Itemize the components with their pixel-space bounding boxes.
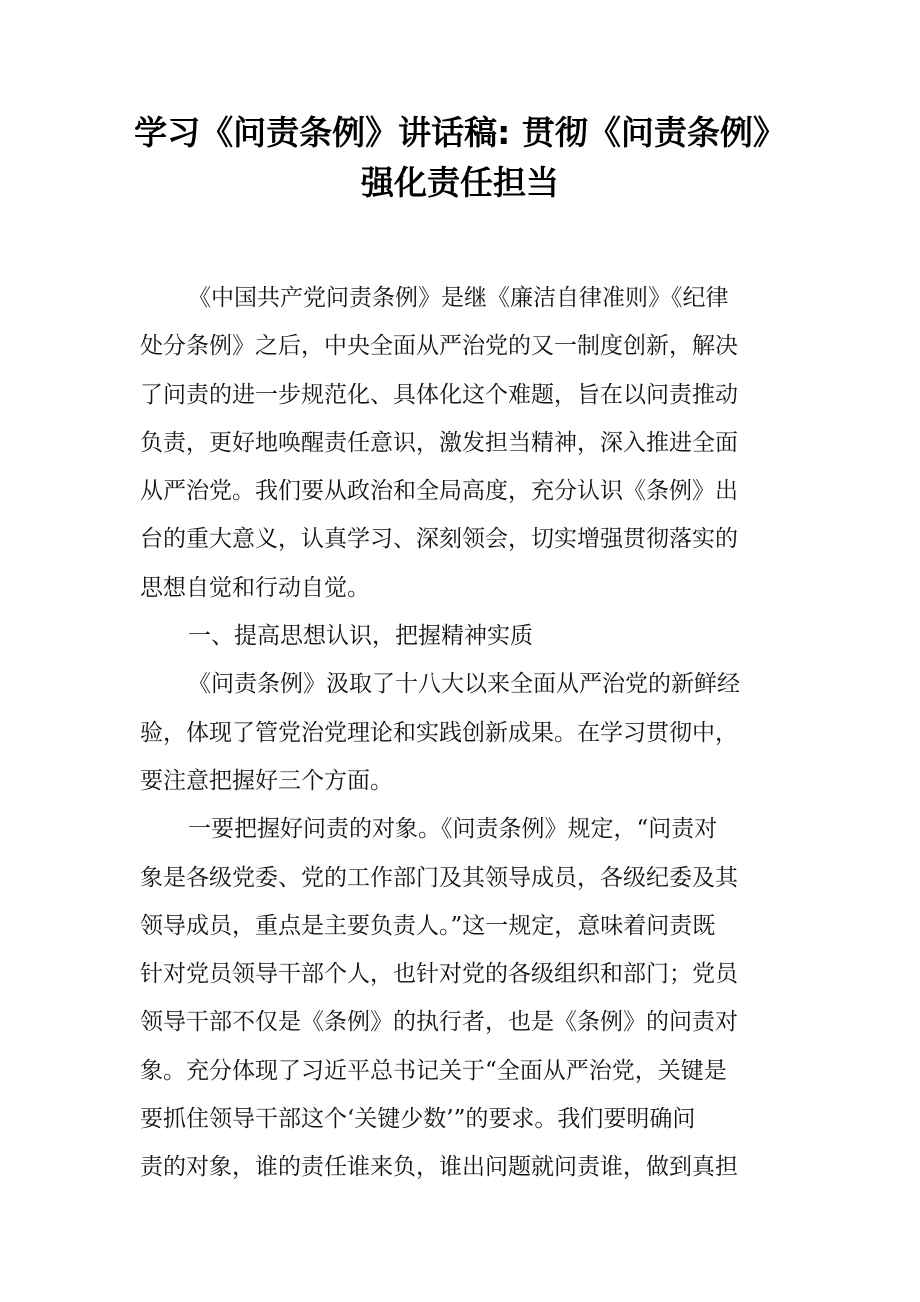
- body-line: 台的重大意义，认真学习、深刻领会，切实增强贯彻落实的: [140, 526, 738, 553]
- body-line: 象是各级党委、党的工作部门及其领导成员，各级纪委及其: [140, 864, 738, 891]
- body-line: 一要把握好问责的对象。《问责条例》规定，“问责对: [188, 816, 718, 843]
- body-line: 象。充分体现了习近平总书记关于“全面从严治党，关键是: [140, 1057, 727, 1084]
- body-line: 责的对象，谁的责任谁来负，谁出问题就问责谁，做到真担: [140, 1154, 738, 1181]
- body-line: 处分条例》之后，中央全面从严治党的又一制度创新，解决: [140, 333, 738, 360]
- title-line-2: 强化责任担当: [361, 163, 559, 202]
- body-line: 思想自觉和行动自觉。: [140, 574, 370, 601]
- body-line: 验，体现了管党治党理论和实践创新成果。在学习贯彻中，: [140, 719, 738, 746]
- body-line: 从严治党。我们要从政治和全局高度，充分认识《条例》出: [140, 478, 738, 505]
- body-line: 《中国共产党问责条例》是继《廉洁自律准则》《纪律: [188, 285, 729, 311]
- body-line: 领导成员，重点是主要负责人。”这一规定，意味着问责既: [140, 912, 716, 939]
- body-line: 了问责的进一步规范化、具体化这个难题，旨在以问责推动: [140, 381, 738, 408]
- document-body: [140, 274, 780, 1192]
- body-line: 领导干部不仅是《条例》的执行者，也是《条例》的问责对: [140, 1009, 738, 1036]
- section-heading: 一、提高思想认识，把握精神实质: [188, 623, 533, 650]
- body-line: 要抓住领导干部这个‘关键少数’”的要求。我们要明确问: [140, 1106, 696, 1133]
- body-line: 《问责条例》汲取了十八大以来全面从严治党的新鲜经: [188, 671, 740, 698]
- body-line: 负责，更好地唤醒责任意识，激发担当精神，深入推进全面: [140, 429, 738, 456]
- body-line: 针对党员领导干部个人，也针对党的各级组织和部门；党员: [140, 961, 738, 988]
- body-line: 要注意把握好三个方面。: [140, 767, 393, 794]
- title-line-1: 学习《问责条例》讲话稿: 贯彻《问责条例》: [134, 113, 786, 152]
- document-title: [100, 108, 820, 208]
